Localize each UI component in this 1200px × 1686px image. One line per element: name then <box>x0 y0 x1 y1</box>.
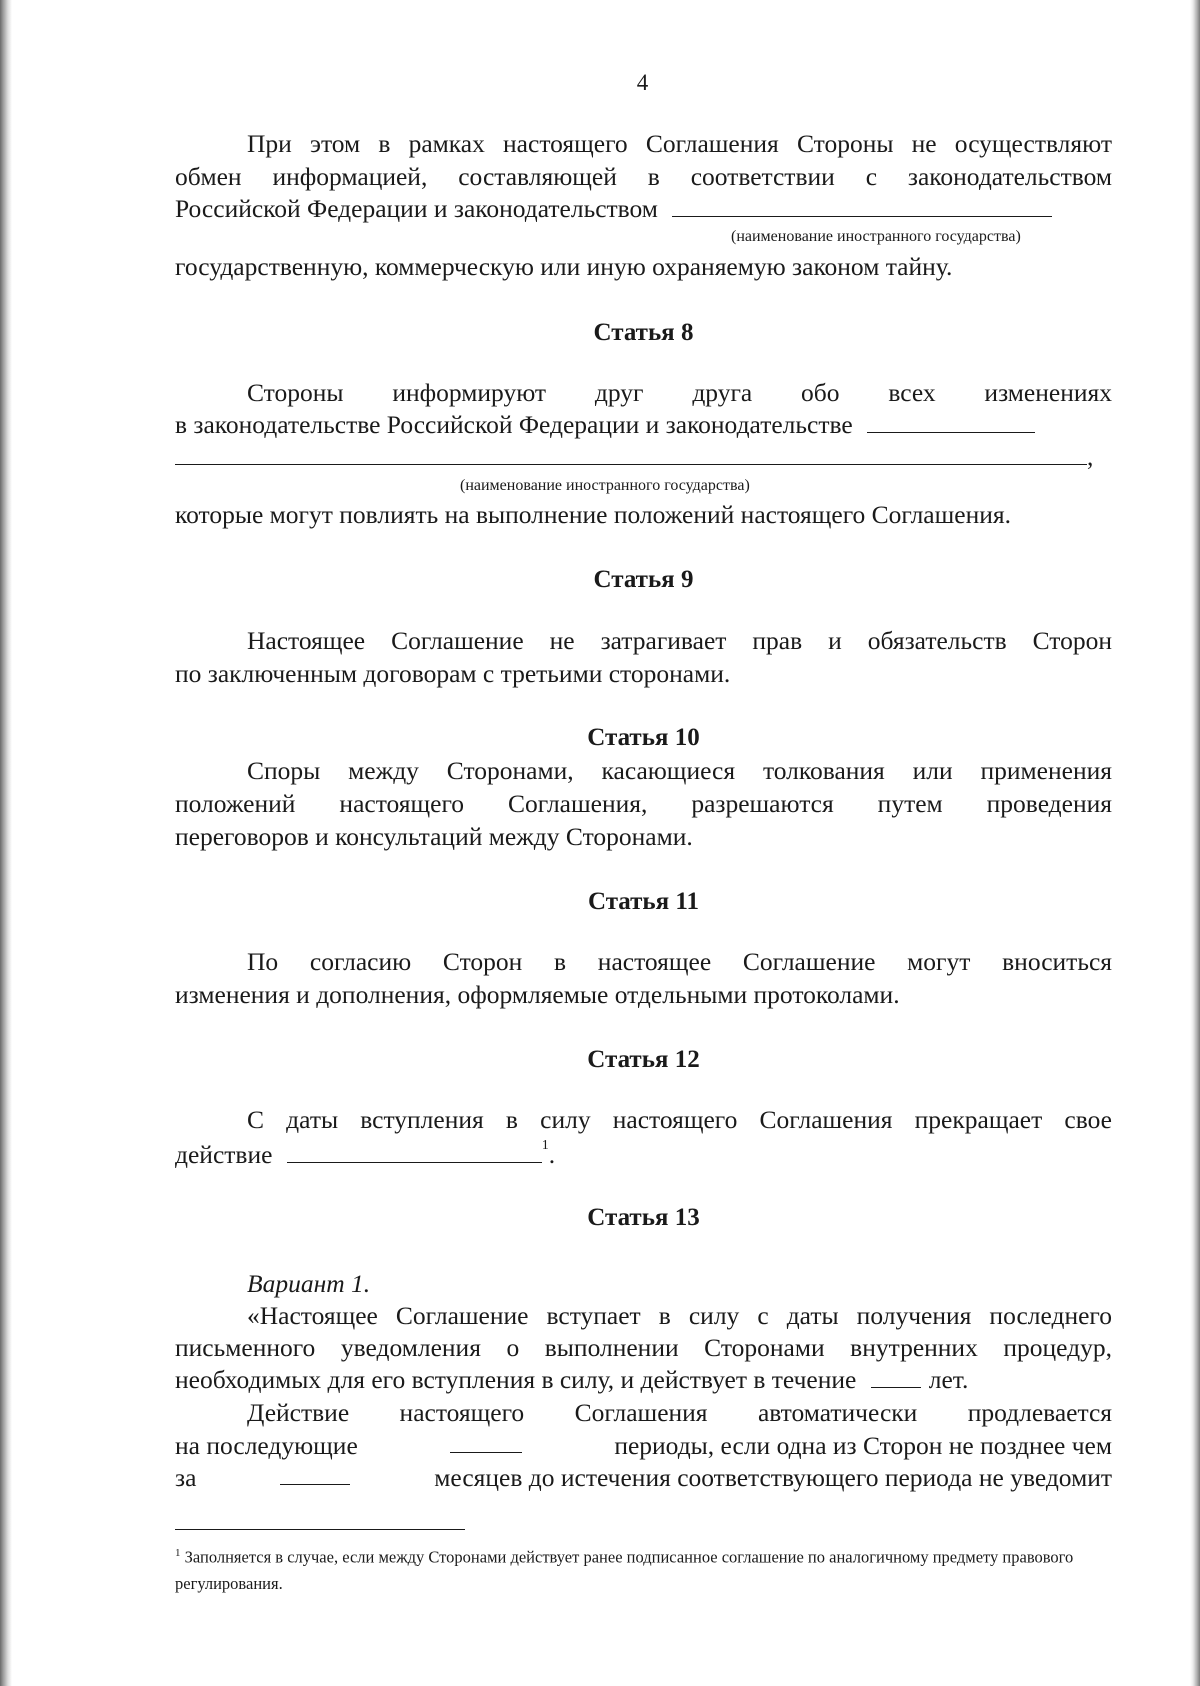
text-line: государственную, коммерческую или иную охраняемую законом тайну. <box>175 252 953 281</box>
text-line: С даты вступления в силу настоящего Соглашения прекращает свое <box>247 1105 1112 1134</box>
text-line: По согласию Сторон в настоящее Соглашение могут вноситься <box>247 947 1112 976</box>
text-line: изменения и дополнения, оформляемые отдельными протоколами. <box>175 980 900 1009</box>
footnote-mark: 1 <box>175 1547 181 1559</box>
text-fragment: , <box>1087 442 1094 471</box>
fill-in-blank <box>867 410 1035 433</box>
footnote <box>175 1540 1115 1597</box>
text-fragment: действие <box>175 1140 273 1169</box>
scan-edge-left <box>0 0 12 1686</box>
text-line: письменного уведомления о выполнении Сторонами внутренних процедур, <box>175 1333 1112 1362</box>
article-heading: Статья 11 <box>587 888 700 915</box>
article-heading: Статья 9 <box>593 566 694 593</box>
text-fragment: Российской Федерации и законодательством <box>175 194 658 223</box>
text-line: Действие настоящего Соглашения автоматически продлевается <box>247 1398 1112 1427</box>
text-line: положений настоящего Соглашения, разрешаются путем проведения <box>175 789 1112 818</box>
text-line: «Настоящее Соглашение вступает в силу с даты получения последнего <box>247 1301 1112 1330</box>
text-line: которые могут повлиять на выполнение положений настоящего Соглашения. <box>175 500 1011 529</box>
article-heading: Статья 13 <box>587 1204 700 1231</box>
text-line <box>175 1139 1112 1176</box>
text-line: Стороны информируют друг друга обо всех изменениях <box>247 378 1112 407</box>
scan-edge-right <box>1190 0 1200 1686</box>
text-line: Споры между Сторонами, касающиеся толкования или применения <box>247 756 1112 785</box>
text-line <box>175 193 1112 225</box>
text-fragment: лет. <box>928 1365 969 1394</box>
text-line <box>175 409 1112 441</box>
article-heading: Статья 8 <box>593 319 694 346</box>
article-heading: Статья 12 <box>587 1046 700 1073</box>
footnote-separator <box>175 1529 465 1530</box>
text-fragment: необходимых для его вступления в силу, и действует в течение <box>175 1365 857 1394</box>
text-line: Настоящее Соглашение не затрагивает прав и обязательств Сторон <box>247 626 1112 655</box>
text-line <box>175 441 1112 473</box>
text-line: обмен информацией, составляющей в соответствии с законодательством <box>175 162 1112 191</box>
footnote-reference: 1 <box>541 1138 549 1153</box>
text-line <box>175 1430 1112 1462</box>
text-line: переговоров и консультаций между Сторонами. <box>175 822 693 851</box>
blank-caption: (наименование иностранного государства) <box>731 228 1021 245</box>
text-line: по заключенным договорам с третьими сторонами. <box>175 659 731 688</box>
footnote-text: Заполняется в случае, если между Сторонами действует ранее подписанное соглашение по аналогичному предмету правового регулирования. <box>175 1547 1074 1593</box>
text-fragment: . <box>548 1140 556 1169</box>
text-fragment: на последующие <box>175 1431 358 1460</box>
fill-in-blank <box>450 1430 522 1453</box>
fill-in-blank <box>672 194 1052 217</box>
text-fragment: периоды, если одна из Сторон не позднее чем <box>614 1431 1112 1460</box>
variant-label: Вариант 1. <box>247 1269 371 1298</box>
text-fragment: в законодательстве Российской Федерации и законодательстве <box>175 410 853 439</box>
article-heading: Статья 10 <box>587 724 700 751</box>
text-fragment: месяцев до истечения соответствующего периода не уведомит <box>434 1463 1112 1492</box>
fill-in-blank <box>280 1462 350 1485</box>
fill-in-blank <box>287 1140 542 1163</box>
text-line <box>175 1364 1112 1396</box>
page-number: 4 <box>636 70 649 95</box>
text-line: При этом в рамках настоящего Соглашения Стороны не осуществляют <box>247 129 1112 158</box>
text-fragment: за <box>175 1463 197 1492</box>
fill-in-blank <box>175 442 1087 465</box>
text-line <box>175 1462 1112 1494</box>
fill-in-blank <box>871 1365 921 1388</box>
blank-caption: (наименование иностранного государства) <box>460 477 750 494</box>
